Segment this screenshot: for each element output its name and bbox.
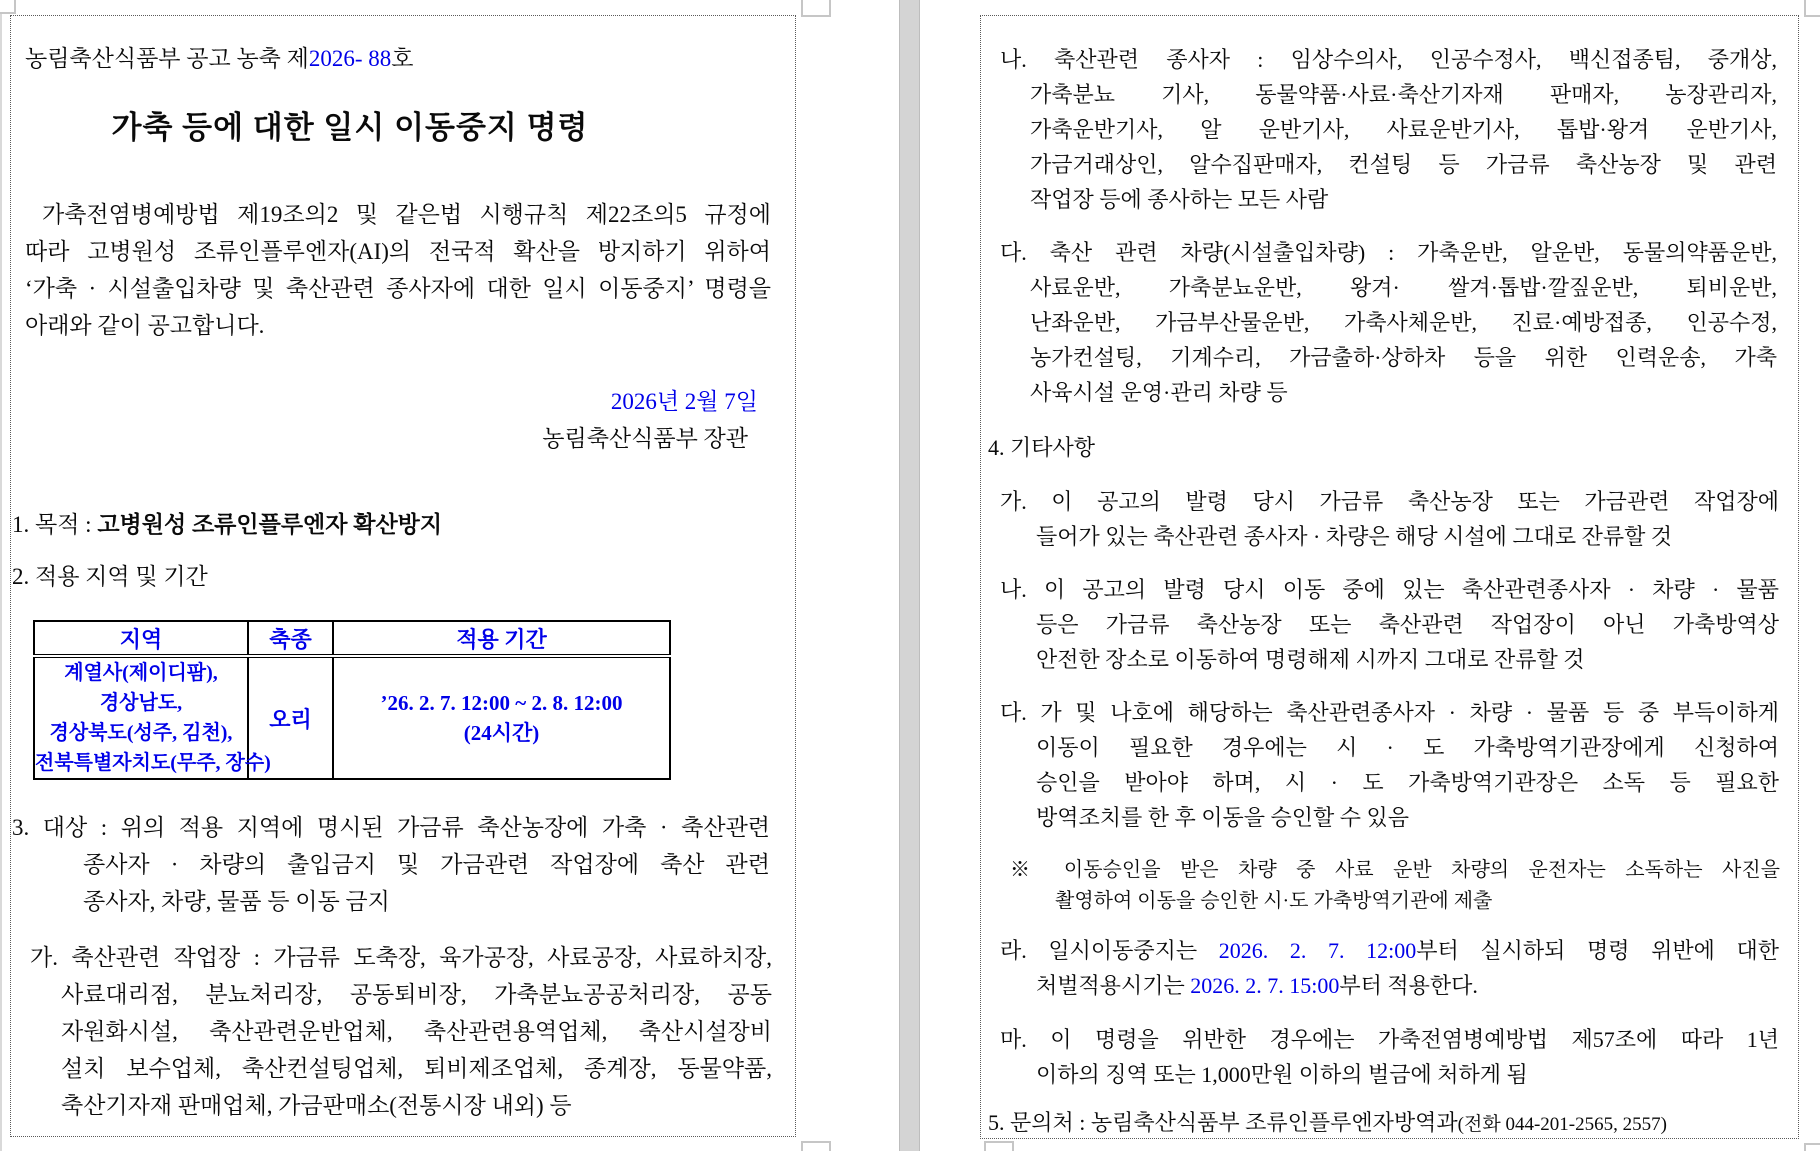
text-line: [12, 809, 770, 846]
text-line: [1000, 305, 1777, 340]
text-segment: 사료대리점, 분뇨처리장, 공동퇴비장, 가축분뇨공공처리장, 공동: [61, 982, 772, 1007]
text-segment: ‘가축 · 시설출입차량 및 축산관련 종사자에 대한 일시 이동중지’ 명령을: [25, 276, 771, 301]
page-gap-strip: [899, 0, 920, 1151]
text-segment: 2. 적용 지역 및 기간: [12, 564, 208, 589]
text-segment: 계열사(제이디팜),: [64, 662, 218, 684]
text-segment: 2026- 88: [308, 46, 392, 71]
text-line: [35, 748, 271, 778]
text-segment: 다. 가 및 나호에 해당하는 축산관련종사자 · 차량 · 물품 등 중 부득이하게: [1000, 700, 1779, 725]
text-line: [12, 846, 770, 883]
text-line: [1000, 77, 1777, 112]
page2-corner-mark-bottom-left: [984, 1141, 1014, 1151]
text-line: [12, 558, 770, 595]
text-line: [1010, 886, 1780, 917]
text-segment: 가. 축산관련 작업장 : 가금류 도축장, 육가공장, 사료공장, 사료하치장,: [30, 945, 772, 970]
text-segment: 이하의 징역 또는 1,000만원 이하의 벌금에 처하게 됨: [1036, 1062, 1528, 1087]
text-segment: 2026. 2. 7. 12:00: [1218, 938, 1417, 963]
table-header-region: 지역: [34, 621, 248, 656]
item-3-target: [12, 809, 770, 920]
note-feed-vehicle-photo: [1010, 855, 1780, 917]
item-4ga-stay-in-facility: [1000, 484, 1779, 554]
text-segment: 다. 축산 관련 차량(시설출입차량) : 가축운반, 알운반, 동물의약품운반,: [1000, 240, 1777, 265]
text-segment: 축산기자재 판매업체, 가금판매소(전통시장 내외) 등: [61, 1093, 572, 1118]
text-line: [1000, 730, 1779, 765]
item-2-region-period-heading: [12, 558, 770, 595]
text-line: [1000, 340, 1777, 375]
item-1-purpose: [12, 506, 770, 543]
item-4ma-penalty: [1000, 1022, 1779, 1092]
text-segment: 승인을 받아야 하며, 시 · 도 가축방역기관장은 소독 등 필요한: [1036, 770, 1779, 795]
text-segment: 부터 적용한다.: [1339, 973, 1478, 998]
text-line: [1000, 765, 1779, 800]
text-segment: 사료운반, 가축분뇨운반, 왕겨· 쌀겨·톱밥·깔짚운반, 퇴비운반,: [1030, 275, 1777, 300]
page1-corner-mark-top-left: [0, 0, 16, 14]
text-line: [1000, 572, 1779, 607]
item-5-contact: [988, 1105, 1793, 1142]
page1-corner-mark-top-right: [801, 0, 831, 17]
text-line: [334, 688, 669, 718]
text-segment: 농림축산식품부 공고 농축 제: [25, 46, 309, 71]
text-segment: 이동이 필요한 경우에는 시 · 도 가축방역기관장에게 신청하여: [1036, 735, 1779, 760]
text-segment: 들어가 있는 축산관련 종사자 · 차량은 해당 시설에 그대로 잔류할 것: [1036, 524, 1673, 549]
item-3ga-workplaces: [30, 939, 772, 1124]
notice-number-line: [25, 40, 770, 77]
text-line: [25, 40, 770, 77]
text-segment: 1. 목적 :: [12, 512, 98, 537]
document-title: 가축 등에 대한 일시 이동중지 명령: [111, 110, 589, 145]
text-segment: 나. 축산관련 종사자 : 임상수의사, 인공수정사, 백신접종팀, 중개상,: [1000, 47, 1777, 72]
text-line: [1000, 375, 1777, 410]
text-line: [1000, 147, 1777, 182]
text-line: [30, 1087, 772, 1124]
text-segment: 농가컨설팅, 기계수리, 가금출하·상하차 등을 위한 인력운송, 가축: [1030, 345, 1777, 370]
text-segment: 부터 실시하되 명령 위반에 대한: [1416, 938, 1779, 963]
text-line: [1000, 235, 1777, 270]
text-line: [25, 307, 771, 344]
text-line: [35, 688, 247, 718]
page2-corner-mark-top-right: [1804, 0, 1820, 17]
text-segment: 아래와 같이 공고합니다.: [25, 313, 265, 338]
item-4ra-enforcement-times: [1000, 933, 1779, 1003]
text-line: [1000, 695, 1779, 730]
text-segment: 마. 이 명령을 위반한 경우에는 가축전염병예방법 제57조에 따라 1년: [1000, 1027, 1779, 1052]
text-segment: 가축분뇨 기사, 동물약품·사료·축산기자재 판매자, 농장관리자,: [1030, 82, 1777, 107]
text-segment: 사육시설 운영·관리 차량 등: [1030, 380, 1288, 405]
table-cell-species: 오리: [248, 656, 333, 779]
announcement-date: 2026년 2월 7일: [610, 389, 758, 414]
signer-minister: 농림축산식품부 장관: [542, 426, 748, 451]
item-4-etc-heading: 4. 기타사항: [988, 435, 1096, 460]
item-4da-approval-procedure: [1000, 695, 1779, 835]
text-line: [1000, 800, 1779, 835]
text-line: [25, 270, 771, 307]
text-line: [30, 1013, 772, 1050]
text-segment: 작업장 등에 종사하는 모든 사람: [1030, 187, 1329, 212]
table-header-species: 축종: [248, 621, 333, 656]
text-line: [1000, 112, 1777, 147]
text-line: [334, 718, 669, 748]
text-line: [988, 1105, 1793, 1142]
text-line: [1000, 42, 1777, 77]
text-segment: 방역조치를 한 후 이동을 승인할 수 있음: [1036, 805, 1410, 830]
text-segment: 촬영하여 이동을 승인한 시·도 가축방역기관에 제출: [1055, 890, 1493, 912]
text-line: [1010, 855, 1780, 886]
text-segment: 고병원성 조류인플루엔자 확산방지: [97, 512, 443, 537]
text-segment: ’26. 2. 7. 12:00 ~ 2. 8. 12:00: [380, 691, 623, 715]
item-3da-vehicles: [1000, 235, 1777, 410]
intro-paragraph: [25, 196, 771, 344]
text-segment: 5. 문의처 : 농림축산식품부 조류인플루엔자방역과: [988, 1110, 1458, 1135]
text-segment: ※ 이동승인을 받은 차량 중 사료 운반 차량의 운전자는 소독하는 사진을: [1010, 859, 1780, 881]
text-line: [30, 976, 772, 1013]
text-line: [1000, 484, 1779, 519]
text-segment: 3. 대상 : 위의 적용 지역에 명시된 가금류 축산농장에 가축 · 축산관련: [12, 815, 770, 840]
text-segment: 라. 일시이동중지는: [1000, 938, 1219, 963]
table-header-row: [34, 621, 670, 656]
text-segment: 가금거래상인, 알수집판매자, 컨설팅 등 가금류 축산농장 및 관련: [1030, 152, 1777, 177]
text-segment: 경상북도(성주, 김천),: [49, 722, 233, 744]
text-line: [30, 1050, 772, 1087]
page2-corner-mark-bottom-right: [1804, 1143, 1820, 1151]
text-segment: 가축전염병예방법 제19조의2 및 같은법 시행규칙 제22조의5 규정에: [42, 202, 771, 227]
text-segment: 2026. 2. 7. 15:00: [1190, 973, 1340, 998]
text-segment: 가. 이 공고의 발령 당시 가금류 축산농장 또는 가금관련 작업장에: [1000, 489, 1779, 514]
item-4na-move-to-safe-place: [1000, 572, 1779, 677]
text-line: [1000, 607, 1779, 642]
text-segment: 호: [391, 46, 414, 71]
text-line: [1000, 1057, 1779, 1092]
page1-corner-mark-bottom-right: [801, 1141, 831, 1151]
text-segment: 처벌적용시기는: [1036, 973, 1191, 998]
text-line: [1000, 1022, 1779, 1057]
text-segment: 등은 가금류 축산농장 또는 축산관련 작업장이 아닌 가축방역상: [1036, 612, 1779, 637]
text-line: [1000, 182, 1777, 217]
region-period-table: [33, 620, 663, 780]
text-line: [35, 658, 247, 688]
text-line: [30, 939, 772, 976]
text-segment: (전화 044-201-2565, 2557): [1457, 1114, 1667, 1135]
text-line: [25, 233, 771, 270]
text-line: [1000, 642, 1779, 677]
text-line: [1000, 933, 1779, 968]
text-segment: 안전한 장소로 이동하여 명령해제 시까지 그대로 잔류할 것: [1036, 647, 1585, 672]
text-line: [1000, 968, 1779, 1003]
text-segment: (24시간): [463, 721, 540, 745]
text-segment: 전북특별자치도(무주, 장수): [35, 752, 271, 774]
text-segment: 설치 보수업체, 축산컨설팅업체, 퇴비제조업체, 종계장, 동물약품,: [61, 1056, 772, 1081]
page-left-edge: [0, 0, 2, 1151]
text-segment: 종사자, 차량, 물품 등 이동 금지: [83, 889, 390, 914]
text-segment: 자원화시설, 축산관련운반업체, 축산관련용역업체, 축산시설장비: [61, 1019, 772, 1044]
table-row: [34, 656, 670, 779]
text-line: [1000, 270, 1777, 305]
text-line: [12, 506, 770, 543]
table-cell-region: [34, 656, 271, 779]
text-segment: 종사자 · 차량의 출입금지 및 가금관련 작업장에 축산 관련: [83, 852, 770, 877]
table-header-period: 적용 기간: [333, 621, 670, 656]
table-cell-period: [333, 656, 670, 779]
text-segment: 가축운반기사, 알 운반기사, 사료운반기사, 톱밥·왕겨 운반기사,: [1030, 117, 1777, 142]
text-line: [25, 196, 771, 233]
text-segment: 난좌운반, 가금부산물운반, 가축사체운반, 진료·예방접종, 인공수정,: [1030, 310, 1777, 335]
text-line: [1000, 519, 1779, 554]
item-3na-workers: [1000, 42, 1777, 217]
text-segment: 경상남도,: [99, 692, 183, 714]
text-line: [12, 883, 770, 920]
text-segment: 따라 고병원성 조류인플루엔자(AI)의 전국적 확산을 방지하기 위하여: [25, 239, 771, 264]
text-line: [35, 718, 247, 748]
text-segment: 나. 이 공고의 발령 당시 이동 중에 있는 축산관련종사자 · 차량 · 물품: [1000, 577, 1779, 602]
